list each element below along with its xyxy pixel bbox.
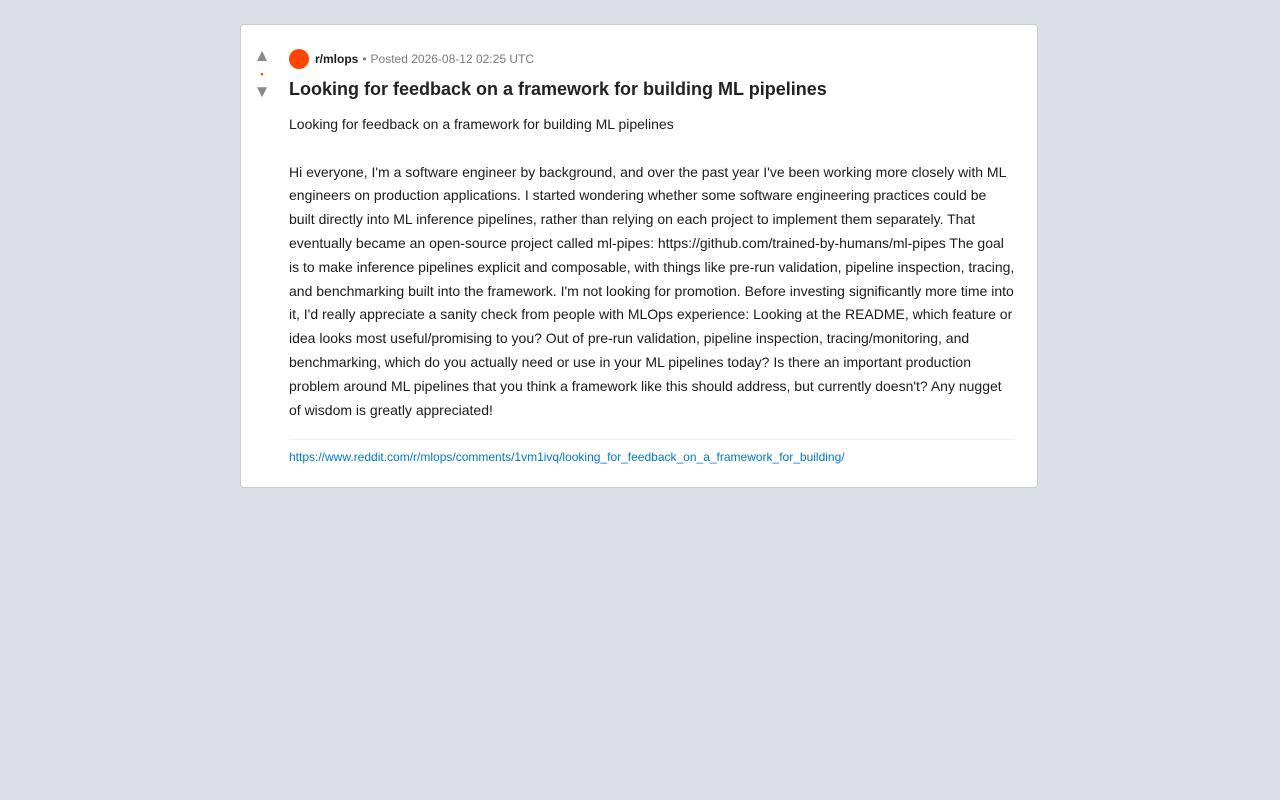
post-content bbox=[289, 49, 1015, 465]
post-timestamp: Posted 2026-08-12 02:25 UTC bbox=[370, 52, 534, 66]
post-title[interactable]: Looking for feedback on a framework for building ML pipelines bbox=[289, 79, 827, 99]
subreddit-name[interactable]: r/mlops bbox=[315, 52, 359, 66]
post-meta bbox=[289, 49, 1015, 69]
subreddit-avatar-icon[interactable] bbox=[289, 49, 309, 69]
vote-score: • bbox=[260, 69, 264, 79]
post-card bbox=[240, 24, 1038, 488]
post-body-paragraph: Looking for feedback on a framework for building ML pipelines bbox=[289, 116, 674, 132]
post-body bbox=[289, 113, 1015, 422]
post-body-paragraph: Hi everyone, I'm a software engineer by background, and over the past year I've been working more closely with ML engineers on production applications. I started wondering whether some software engineering practices could be built directly into ML inference pipelines, rather than relying on each project to implement them separately. That eventually became an open-source project called ml-pipes: https://github.com/trained-by-humans/ml-pipes The goal is to make inference pipelines explicit and composable, with things like pre-run validation, pipeline inspection, tracing, and benchmarking built into the framework. I'm not looking for promotion. Before investing significantly more time into it, I'd really appreciate a sanity check from people with MLOps experience: Looking at the README, which feature or idea looks most useful/promising to you? Out of pre-run validation, pipeline inspection, tracing/monitoring, and benchmarking, which do you actually need or use in your ML pipelines today? Is there an important production problem around ML pipelines that you think a framework like this should address, but currently doesn't? Any nugget of wisdom is greatly appreciated! bbox=[289, 163, 1015, 418]
vote-column bbox=[241, 47, 283, 101]
post-permalink[interactable]: https://www.reddit.com/r/mlops/comments/1vm1ivq/looking_for_feedback_on_a_framework_for_building/ bbox=[289, 450, 845, 465]
upvote-arrow-icon[interactable]: ▲ bbox=[253, 46, 271, 65]
post-footer bbox=[289, 439, 1015, 465]
meta-separator: • bbox=[362, 52, 367, 66]
downvote-arrow-icon[interactable]: ▼ bbox=[253, 82, 271, 101]
